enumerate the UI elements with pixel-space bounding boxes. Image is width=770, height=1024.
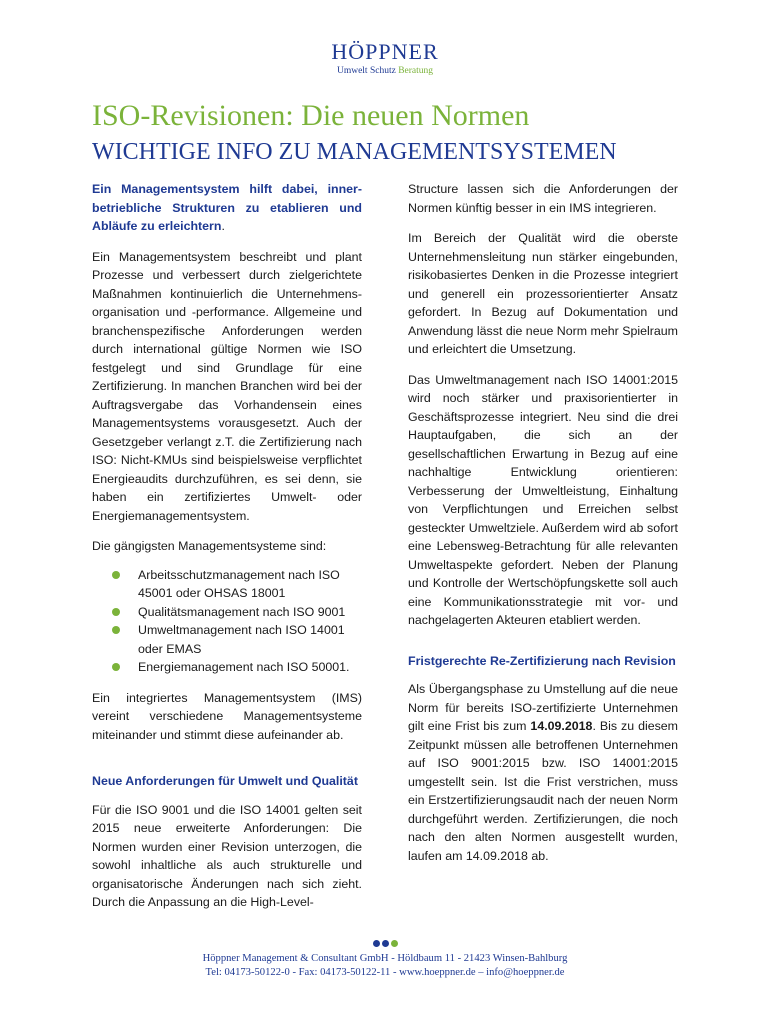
logo-tag-beratung: Beratung [398,66,434,76]
list-item: Energiemanagement nach ISO 50001. [112,658,362,677]
logo-name: HÖPPNER [331,39,439,64]
environment-paragraph: Das Umweltmanagement nach ISO 14001:2015 wird noch stärker und praxisorientierter in Geschäftsprozesse integriert. Neu sind die drei Hauptaufgaben, die sich an der gesellschaftlichen Erwartung in Bezug auf eine nachhaltige Entwicklung orientieren: Verbesserung der Umweltleistung, Einhaltung von Verpflichtungen und Erreichen selbst gesteckter Umweltziele. Außerdem wird ab sofort eine Lebensweg-Betrachtung für alle relevanten Umweltaspekte gefordert. Neben der Planung und Kontrolle der Wertschöpfungskette soll auch eine Kommunikationsstrategie mit vor- und nachgelagerten Akteuren etabliert werden. [408,372,678,627]
list-item: Qualitätsmanagement nach ISO 9001 [112,603,362,622]
bullet-dot-icon [112,663,120,671]
logo-tagline [0,65,770,77]
page-title: ISO-Revisionen: Die neuen Normen [92,99,530,132]
systems-intro: Die gängigsten Managementsysteme sind: [92,539,327,553]
bullet-dot-icon [112,626,120,634]
lead-text: Ein Managementsystem hilft dabei, inner-betriebliche Strukturen zu etablieren und Abläufe zu erleichtern [92,182,362,233]
list-item: Umweltmanagement nach ISO 14001 oder EMAS [112,621,362,658]
recertification-paragraph: Als Übergangsphase zu Umstellung auf die neue Norm für bereits ISO-zertifizierte Unternehmen gilt eine Frist bis zum 14.09.2018. Bis zu diesem Zeitpunkt müssen alle betroffenen Unternehmen auf ISO 9001:2015 bzw. ISO 14001:2015 umgestellt sein. Ist die Frist verstrichen, muss ein Erstzertifizierungsaudit nach der neuen Norm durchgeführt werden. Zertifizierungen, die noch nach den alten Normen ausgestellt wurden, laufen am 14.09.2018 ab. [408,682,679,863]
section-heading-recertification: Fristgerechte Re-Zertifizierung nach Revision [408,653,676,668]
quality-paragraph: Im Bereich der Qualität wird die oberste Unternehmensleitung nun stärker eingebunden, risikobasiertes Denken in die Prozesse integriert und generell ein prozessorientierter Ansatz gefordert. In Bezug auf Dokumentation und Anwendung lässt die neue Norm mehr Spielraum und erleichtert die Umsetzung. [408,231,678,356]
left-column [92,180,362,924]
lead-paragraph [92,180,362,236]
systems-list [92,566,362,677]
page-subtitle: WICHTIGE INFO ZU MANAGEMENTSYSTEMEN [92,139,617,165]
company-logo [0,40,770,77]
right-column [408,180,678,877]
footer-address: Höppner Management & Consultant GmbH - Höldbaum 11 - 21423 Winsen-Bahlburg [202,953,568,964]
footer-contact: Tel: 04173-50122-0 - Fax: 04173-50122-11 - www.hoeppner.de – info@hoeppner.de [205,966,565,978]
footer [0,952,770,979]
bullet-dot-icon [112,571,120,579]
logo-tag-schutz: Schutz [369,66,396,76]
section-heading-requirements: Neue Anforderungen für Umwelt und Qualität [92,774,358,788]
deadline-date: 14.09.2018 [530,719,593,733]
bullet-dot-icon [112,608,120,616]
intro-paragraph: Ein Managementsystem beschreibt und plant Prozesse und verbessert durch zielgerichtete Maßnahmen kontinuierlich die Unternehmens-organisation und -performance. Allgemeine und branchenspezifische Anforderungen werden durch international gültige Normen wie ISO festgelegt und sind Grundlage für eine Zertifizierung. In manchen Branchen wird bei der Auftragsvergabe das Vorhandensein eines Managementsystems vorausgesetzt. Auch der Gesetzgeber verlangt z.T. die Zertifizierung nach ISO: Nicht-KMUs sind beispielsweise verpflichtet Energieaudits durchzuführen, es sei denn, sie haben ein zertifiziertes Umwelt- oder Energiemanagementsystem. [92,249,362,523]
list-item: Arbeitsschutzmanagement nach ISO 45001 oder OHSAS 18001 [112,566,362,603]
footer-dots-icon [0,938,770,948]
ims-paragraph: Ein integriertes Managementsystem (IMS) vereint verschiedene Managementsysteme miteinander und stimmt diese aufeinander ab. [92,690,362,742]
lead-period: . [221,219,225,233]
requirements-paragraph: Für die ISO 9001 und die ISO 14001 gelten seit 2015 neue erweiterte Anforderungen: Die Normen wurden einer Revision unterzogen, die sowohl inhaltliche als auch strukturelle und organisatorische Änderungen nach sich zieht. Durch die Anpassung an die High-Level- [92,802,362,909]
logo-tag-umwelt: Umwelt [336,66,368,76]
structure-paragraph: Structure lassen sich die Anforderungen der Normen künftig besser in ein IMS integrieren. [408,182,678,215]
